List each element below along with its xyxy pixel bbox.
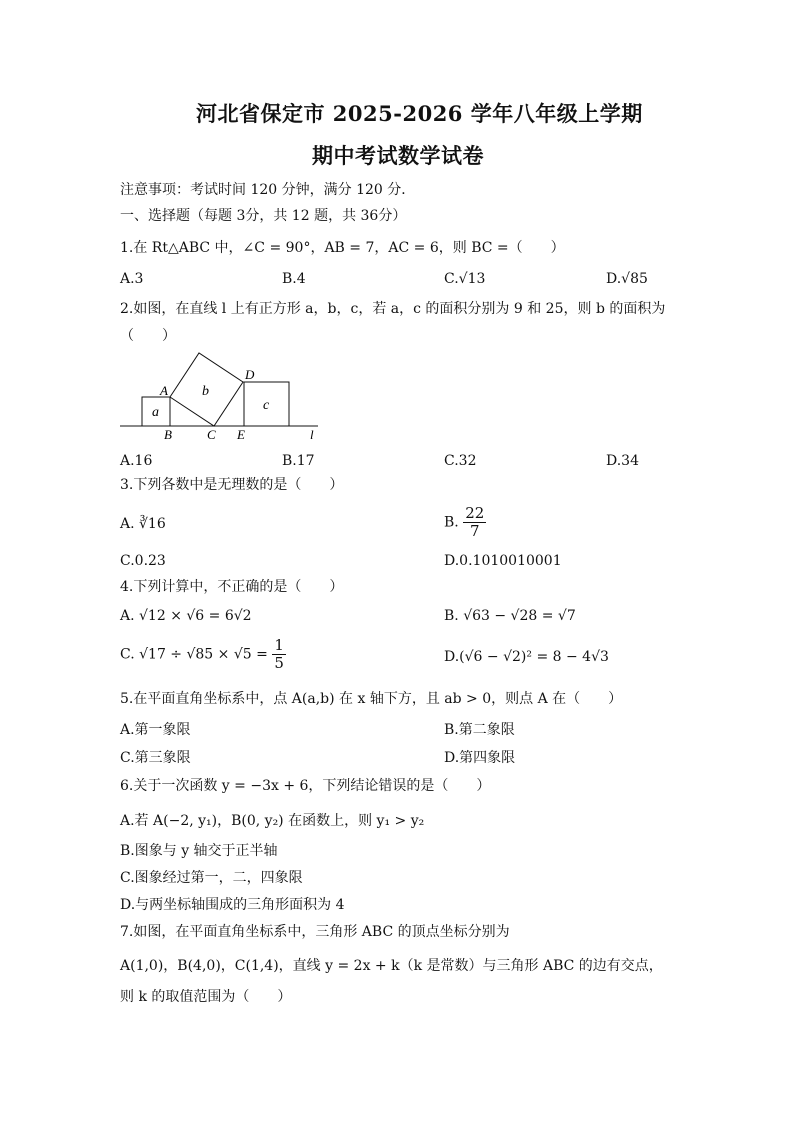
page-subtitle: 期中考试数学试卷 — [312, 143, 484, 168]
label-c: c — [263, 398, 270, 413]
q2-figure — [118, 350, 328, 445]
label-C: C — [207, 427, 216, 442]
q7-line-3: 则 k 的取值范围为（ ） — [120, 989, 292, 1005]
q4-option-d: D.(√6 − √2)² = 8 − 4√3 — [444, 649, 609, 665]
section-heading: 一、选择题（每题 3分，共 12 题，共 36分） — [120, 208, 407, 224]
q3-stem: 3.下列各数中是无理数的是（ ） — [120, 477, 344, 493]
q2-option-d: D.34 — [606, 453, 639, 469]
q4-fraction-den: 5 — [274, 654, 284, 672]
q1-option-c: C.√13 — [444, 271, 486, 287]
q7-line-1: 7.如图，在平面直角坐标系中，三角形 ABC 的顶点坐标分别为 — [120, 924, 510, 940]
q5-stem: 5.在平面直角坐标系中，点 A(a,b) 在 x 轴下方，且 ab > 0，则点 A 在（ ） — [120, 691, 623, 707]
q6-option-a: A.若 A(−2, y₁)，B(0, y₂) 在函数上，则 y₁ > y₂ — [120, 813, 425, 829]
label-a: a — [152, 405, 159, 420]
q2-stem-cont: （ ） — [120, 328, 176, 344]
q5-option-b: B.第二象限 — [444, 722, 515, 738]
q6-option-d: D.与两坐标轴围成的三角形面积为 4 — [120, 897, 345, 913]
q1-option-d: D.√85 — [606, 271, 648, 287]
q2-option-b: B.17 — [282, 453, 315, 469]
q6-option-c: C.图象经过第一，二，四象限 — [120, 870, 303, 886]
label-E: E — [237, 427, 245, 442]
q3-option-b-prefix: B. — [444, 514, 459, 531]
q4-fraction — [272, 637, 286, 672]
label-b: b — [202, 384, 209, 399]
page-title: 河北省保定市 2025-2026 学年八年级上学期 — [196, 101, 643, 126]
q3-option-b — [444, 505, 486, 540]
q3-fraction — [463, 505, 486, 540]
q6-stem: 6.关于一次函数 y = −3x + 6，下列结论错误的是（ ） — [120, 778, 491, 794]
q4-stem: 4.下列计算中，不正确的是（ ） — [120, 579, 344, 595]
q5-option-c: C.第三象限 — [120, 750, 191, 766]
q2-stem: 2.如图，在直线 l 上有正方形 a，b，c，若 a，c 的面积分别为 9 和 25，则 b 的面积为 — [120, 301, 666, 317]
exam-notice: 注意事项：考试时间 120 分钟，满分 120 分． — [120, 182, 416, 198]
q2-option-a: A.16 — [120, 453, 153, 469]
q3-fraction-num: 22 — [465, 504, 485, 522]
q1-stem: 1.在 Rt△ABC 中，∠C = 90°，AB = 7，AC = 6，则 BC =（ ） — [120, 240, 565, 256]
q2-option-c: C.32 — [444, 453, 477, 469]
q4-option-c-prefix: C. √17 ÷ √85 × √5 = — [120, 646, 268, 663]
q1-option-b: B.4 — [282, 271, 306, 287]
q5-option-d: D.第四象限 — [444, 750, 516, 766]
q3-option-c: C.0.23 — [120, 553, 166, 569]
q7-line-2: A(1,0)，B(4,0)，C(1,4)，直线 y = 2x + k（k 是常数）与三角形 ABC 的边有交点， — [120, 958, 663, 974]
q1-option-a: A.3 — [120, 271, 144, 287]
q6-option-b: B.图象与 y 轴交于正半轴 — [120, 843, 278, 859]
q5-option-a: A.第一象限 — [120, 722, 191, 738]
q3-fraction-den: 7 — [469, 522, 480, 540]
q3-option-a: A. ∛16 — [120, 516, 166, 532]
q4-option-a: A. √12 × √6 = 6√2 — [120, 608, 252, 624]
label-D: D — [245, 367, 255, 382]
q4-option-b: B. √63 − √28 = √7 — [444, 608, 576, 624]
q3-option-d: D.0.1010010001 — [444, 553, 562, 569]
q4-fraction-num: 1 — [274, 636, 284, 654]
label-A: A — [160, 383, 168, 398]
label-B: B — [164, 427, 172, 442]
q4-option-c — [120, 637, 286, 672]
label-l: l — [310, 427, 314, 442]
